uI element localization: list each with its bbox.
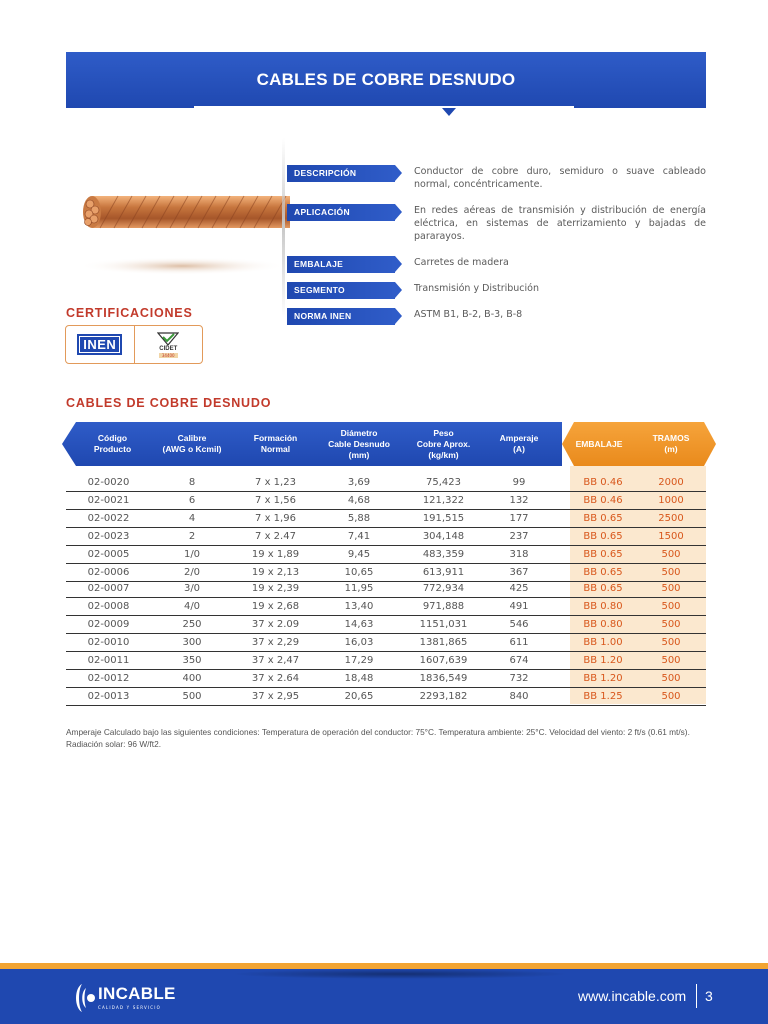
table-row <box>66 652 706 670</box>
table-cell-codigo: 02-0010 <box>87 637 130 648</box>
table-row <box>66 528 706 546</box>
table-row <box>66 510 706 528</box>
table-cell-formacion: 19 x 2,13 <box>251 567 300 578</box>
page-title: CABLES DE COBRE DESNUDO <box>256 70 516 89</box>
table-cell-codigo: 02-0008 <box>87 601 130 612</box>
column-header-line: Código <box>97 433 128 443</box>
table-cell-peso: 613,911 <box>422 567 465 578</box>
table-cell-tramos: 500 <box>661 691 681 702</box>
table-cell-peso: 75,423 <box>426 477 461 488</box>
table-cell-codigo: 02-0022 <box>87 513 130 524</box>
table-cell-embalaje: BB 0.80 <box>583 619 623 630</box>
footer-shadow <box>230 969 570 979</box>
table-cell-embalaje: BB 0.65 <box>583 531 623 542</box>
spec-label-segmento: SEGMENTO <box>287 282 395 299</box>
spec-label-aplicacion: APLICACIÓN <box>287 204 395 221</box>
table-cell-tramos: 500 <box>661 601 681 612</box>
spec-value-aplicacion: En redes aéreas de transmisión y distribución de energía eléctrica, en sistemas de aterrizamiento y bajadas de pararayos. <box>414 205 706 242</box>
table-cell-codigo: 02-0009 <box>87 619 130 630</box>
table-cell-diametro: 17,29 <box>344 655 374 666</box>
table-cell-amperaje: 546 <box>509 619 529 630</box>
column-header-line: (AWG o Kcmil) <box>162 444 222 454</box>
table-cell-formacion: 37 x 2.09 <box>251 619 300 630</box>
table-cell-embalaje: BB 1.25 <box>583 691 623 702</box>
table-row <box>66 546 706 564</box>
table-cell-diametro: 16,03 <box>344 637 374 648</box>
table-cell-formacion: 7 x 2.47 <box>255 531 296 542</box>
footer-tagline: CALIDAD Y SERVICIO <box>98 1005 162 1010</box>
table-cell-diametro: 9,45 <box>347 549 371 560</box>
table-cell-amperaje: 99 <box>512 477 526 488</box>
table-cell-amperaje: 367 <box>509 567 529 578</box>
column-header-line: Cobre Aprox. <box>416 438 471 449</box>
table-cell-formacion: 37 x 2.64 <box>251 673 300 684</box>
page-number: 3 <box>705 988 713 1004</box>
table-cell-tramos: 500 <box>661 549 681 560</box>
title-pointer <box>442 108 456 116</box>
table-cell-diametro: 4,68 <box>347 495 371 506</box>
footnote: Amperaje Calculado bajo las siguientes condiciones: Temperatura de operación del conductor: 75°C. Temperatura ambiente: 25°C. Velocidad del viento: 2 ft/s (0.61 mt/s). Radiación solar: 96 W/ft2. <box>66 727 690 749</box>
table-row <box>66 580 706 598</box>
table-cell-embalaje: BB 0.65 <box>583 513 623 524</box>
table-cell-formacion: 37 x 2,95 <box>251 691 300 702</box>
table-cell-tramos: 2000 <box>658 477 684 488</box>
cidet-check-icon <box>157 332 179 346</box>
table-row <box>66 598 706 616</box>
table-cell-diametro: 11,95 <box>344 583 374 594</box>
table-cell-codigo: 02-0012 <box>87 673 130 684</box>
table-cell-diametro: 18,48 <box>344 673 374 684</box>
column-header-line: (mm) <box>348 449 370 460</box>
cidet-name: CIDET <box>159 345 178 352</box>
table-cell-peso: 1607,639 <box>419 655 468 666</box>
table-cell-calibre: 350 <box>182 655 202 666</box>
table-cell-calibre: 2 <box>188 531 196 542</box>
table-cell-peso: 304,148 <box>422 531 465 542</box>
table-cell-peso: 2293,182 <box>419 691 468 702</box>
table-cell-formacion: 19 x 2,68 <box>251 601 300 612</box>
table-cell-embalaje: BB 1.20 <box>583 655 623 666</box>
page-header <box>66 52 706 108</box>
table-cell-amperaje: 840 <box>509 691 529 702</box>
table-cell-embalaje: BB 1.20 <box>583 673 623 684</box>
table-cell-formacion: 37 x 2,29 <box>251 637 300 648</box>
copper-cable-image <box>78 188 290 278</box>
column-header-line: EMBALAJE <box>575 438 623 449</box>
table-cell-diametro: 10,65 <box>344 567 374 578</box>
table-cell-calibre: 4/0 <box>183 601 201 612</box>
table-cell-embalaje: BB 0.65 <box>583 583 623 594</box>
table-row <box>66 616 706 634</box>
column-header-line: Peso <box>433 427 454 438</box>
title-underline <box>194 106 574 108</box>
table-title: CABLES DE COBRE DESNUDO <box>66 396 272 410</box>
inen-logo: INEN <box>77 334 122 355</box>
certifications-title: CERTIFICACIONES <box>66 306 193 320</box>
spec-label-descripcion: DESCRIPCIÓN <box>287 165 395 182</box>
table-cell-tramos: 500 <box>661 655 681 666</box>
table-cell-peso: 1381,865 <box>419 637 468 648</box>
column-header-line: (m) <box>664 444 678 454</box>
column-header-diametro <box>318 422 400 466</box>
column-header-line: (kg/km) <box>428 449 459 460</box>
column-header-tramos <box>636 422 706 466</box>
table-cell-amperaje: 732 <box>509 673 529 684</box>
table-cell-codigo: 02-0023 <box>87 531 130 542</box>
table-cell-diametro: 5,88 <box>347 513 371 524</box>
table-cell-formacion: 37 x 2,47 <box>251 655 300 666</box>
column-header-codigo <box>70 422 155 466</box>
table-cell-embalaje: BB 0.65 <box>583 567 623 578</box>
table-cell-tramos: 500 <box>661 619 681 630</box>
column-header-line: (A) <box>513 444 525 454</box>
table-cell-tramos: 500 <box>661 673 681 684</box>
table-cell-calibre: 1/0 <box>183 549 201 560</box>
table-cell-peso: 971,888 <box>422 601 465 612</box>
table-cell-diametro: 7,41 <box>347 531 371 542</box>
table-cell-peso: 1151,031 <box>419 619 468 630</box>
table-cell-codigo: 02-0005 <box>87 549 130 560</box>
table-cell-embalaje: BB 0.46 <box>583 495 623 506</box>
table-cell-codigo: 02-0011 <box>87 655 130 666</box>
table-cell-codigo: 02-0006 <box>87 567 130 578</box>
footer-brand: INCABLE <box>98 984 176 1003</box>
table-cell-amperaje: 425 <box>509 583 529 594</box>
table-cell-codigo: 02-0020 <box>87 477 130 488</box>
table-cell-amperaje: 674 <box>509 655 529 666</box>
table-cell-diametro: 20,65 <box>344 691 374 702</box>
table-cell-tramos: 500 <box>661 583 681 594</box>
column-header-embalaje <box>566 422 632 466</box>
table-cell-embalaje: BB 0.46 <box>583 477 623 488</box>
table-cell-calibre: 250 <box>182 619 202 630</box>
column-header-line: Diámetro <box>340 427 378 438</box>
table-cell-calibre: 2/0 <box>183 567 201 578</box>
table-cell-amperaje: 318 <box>509 549 529 560</box>
table-cell-formacion: 19 x 1,89 <box>251 549 300 560</box>
column-header-formacion <box>233 422 318 466</box>
cidet-number: 34400 <box>159 353 178 358</box>
table-cell-embalaje: BB 0.80 <box>583 601 623 612</box>
inen-cell <box>66 326 135 363</box>
table-row <box>66 634 706 652</box>
table-cell-tramos: 1500 <box>658 531 684 542</box>
column-header-line: Amperaje <box>499 433 539 443</box>
cidet-cell <box>135 326 203 363</box>
table-row <box>66 670 706 688</box>
table-cell-formacion: 7 x 1,56 <box>255 495 296 506</box>
table-cell-peso: 483,359 <box>422 549 465 560</box>
table-cell-codigo: 02-0013 <box>87 691 130 702</box>
table-cell-diametro: 14,63 <box>344 619 374 630</box>
footer-url[interactable]: www.incable.com <box>578 988 687 1004</box>
table-cell-calibre: 500 <box>182 691 202 702</box>
column-header-line: Producto <box>93 444 132 454</box>
table-cell-peso: 191,515 <box>422 513 465 524</box>
table-cell-amperaje: 611 <box>509 637 529 648</box>
table-cell-formacion: 7 x 1,23 <box>255 477 296 488</box>
column-header-peso <box>400 422 487 466</box>
table-cell-amperaje: 491 <box>509 601 529 612</box>
table-row <box>66 474 706 492</box>
column-header-line: Formación <box>253 433 298 443</box>
certifications-box <box>65 325 203 364</box>
table-cell-tramos: 1000 <box>658 495 684 506</box>
column-header-line: Normal <box>260 444 291 454</box>
spec-value-segmento: Transmisión y Distribución <box>414 283 540 294</box>
table-cell-tramos: 500 <box>661 637 681 648</box>
table-cell-diametro: 13,40 <box>344 601 374 612</box>
table-cell-calibre: 3/0 <box>183 583 201 594</box>
column-header-amperaje <box>487 422 551 466</box>
spec-value-descripcion: Conductor de cobre duro, semiduro o suave cableado normal, concéntricamente. <box>414 166 706 190</box>
table-row <box>66 688 706 706</box>
table-cell-diametro: 3,69 <box>347 477 371 488</box>
column-header-calibre <box>151 422 233 466</box>
spec-divider <box>282 138 285 318</box>
cidet-logo <box>157 332 179 358</box>
table-cell-calibre: 400 <box>182 673 202 684</box>
table-cell-peso: 772,934 <box>422 583 465 594</box>
column-header-line: Calibre <box>177 433 207 443</box>
table-cell-calibre: 300 <box>182 637 202 648</box>
column-header-line: TRAMOS <box>652 433 690 443</box>
spec-value-embalaje: Carretes de madera <box>414 257 509 268</box>
spec-label-norma-inen: NORMA INEN <box>287 308 395 325</box>
footer-separator <box>696 984 697 1008</box>
table-cell-amperaje: 177 <box>509 513 529 524</box>
table-cell-embalaje: BB 0.65 <box>583 549 623 560</box>
table-row <box>66 492 706 510</box>
table-cell-embalaje: BB 1.00 <box>583 637 623 648</box>
table-cell-amperaje: 132 <box>509 495 529 506</box>
table-cell-tramos: 2500 <box>658 513 684 524</box>
spec-value-norma-inen: ASTM B1, B-2, B-3, B-8 <box>414 309 523 320</box>
table-cell-calibre: 6 <box>188 495 196 506</box>
table-cell-amperaje: 237 <box>509 531 529 542</box>
table-cell-tramos: 500 <box>661 567 681 578</box>
column-header-line: Cable Desnudo <box>328 438 390 449</box>
table-cell-calibre: 4 <box>188 513 196 524</box>
table-cell-peso: 121,322 <box>422 495 465 506</box>
table-cell-peso: 1836,549 <box>419 673 468 684</box>
table-cell-formacion: 7 x 1,96 <box>255 513 296 524</box>
table-cell-formacion: 19 x 2,39 <box>251 583 300 594</box>
table-cell-codigo: 02-0021 <box>87 495 130 506</box>
table-cell-codigo: 02-0007 <box>87 583 130 594</box>
table-cell-calibre: 8 <box>188 477 196 488</box>
spec-label-embalaje: EMBALAJE <box>287 256 395 273</box>
